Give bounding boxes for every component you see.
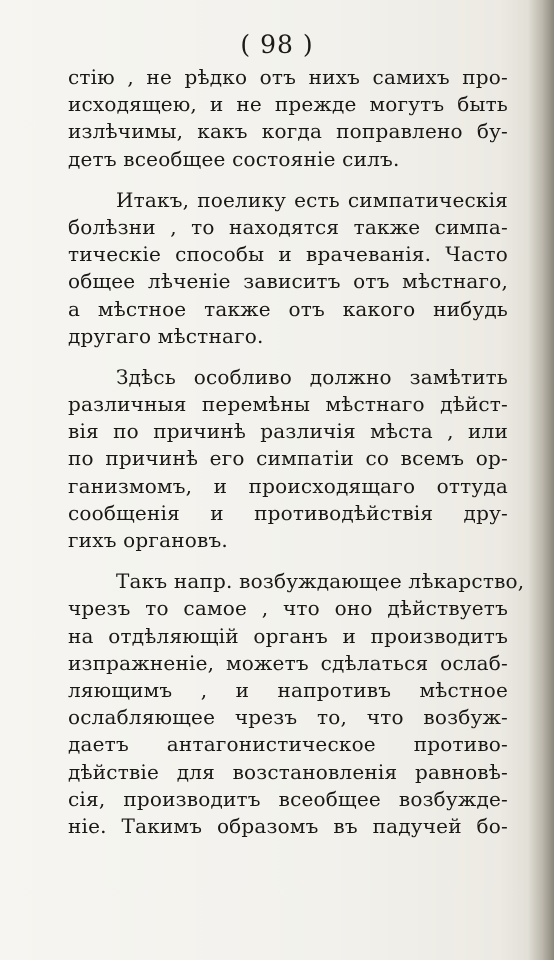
text-line: по причинѣ его симпатіи со всемъ ор-	[68, 446, 508, 471]
text-line: стію , не рѣдко отъ нихъ самихъ про-	[68, 65, 508, 89]
text-line: даетъ антагонистическое противо-	[68, 732, 508, 757]
paragraph-4	[68, 568, 525, 840]
text-line: изпражненіе, можетъ сдѣлаться ослаб-	[68, 650, 508, 675]
text-line: чрезъ то самое , что оно дѣйствуетъ	[68, 596, 508, 621]
text-line: вія по причинѣ различія мѣста , или	[68, 419, 508, 444]
text-line: Здѣсь особливо должно замѣтить	[116, 364, 508, 389]
text-line: на отдѣляющій органъ и производитъ	[68, 623, 508, 648]
text-line: Итакъ, поелику есть симпатическія	[116, 187, 508, 212]
page-spine-shadow	[528, 0, 554, 960]
text-line: ніе. Такимъ образомъ въ падучей бо-	[68, 813, 508, 838]
text-line: ганизмомъ, и происходящаго оттуда	[68, 473, 508, 498]
text-line: детъ всеобщее состояніе силъ.	[68, 146, 400, 171]
paragraph-1	[68, 64, 508, 173]
text-line: различныя перемѣны мѣстнаго дѣйст-	[68, 392, 508, 417]
text-line: общее лѣченіе зависитъ отъ мѣстнаго,	[68, 269, 508, 294]
text-line: гихъ органовъ.	[68, 528, 228, 552]
page-number: ( 98 )	[240, 30, 314, 59]
text-line: а мѣстное также отъ какого нибудь	[68, 296, 508, 321]
body-text	[68, 64, 525, 840]
text-line: тическіе способы и врачеванія. Часто	[68, 242, 508, 267]
text-line: ляющимъ , и напротивъ мѣстное	[68, 677, 508, 702]
text-line: дѣйствіе для возстановленія равновѣ-	[68, 759, 508, 784]
text-line: болѣзни , то находятся также симпа-	[68, 214, 508, 239]
text-line: ослабляющее чрезъ то, что возбуж-	[68, 705, 508, 730]
text-line: Такъ напр. возбуждающее лѣкарство,	[116, 569, 525, 594]
text-line: излѣчимы, какъ когда поправлено бу-	[68, 119, 508, 144]
text-line: сообщенія и противодѣйствія дру-	[68, 500, 508, 525]
text-line: сія, производитъ всеобщее возбужде-	[68, 786, 508, 811]
text-line: другаго мѣстнаго.	[68, 323, 264, 348]
paragraph-2	[68, 187, 508, 350]
text-line: исходящею, и не прежде могутъ быть	[68, 92, 508, 117]
paragraph-3	[68, 364, 508, 554]
